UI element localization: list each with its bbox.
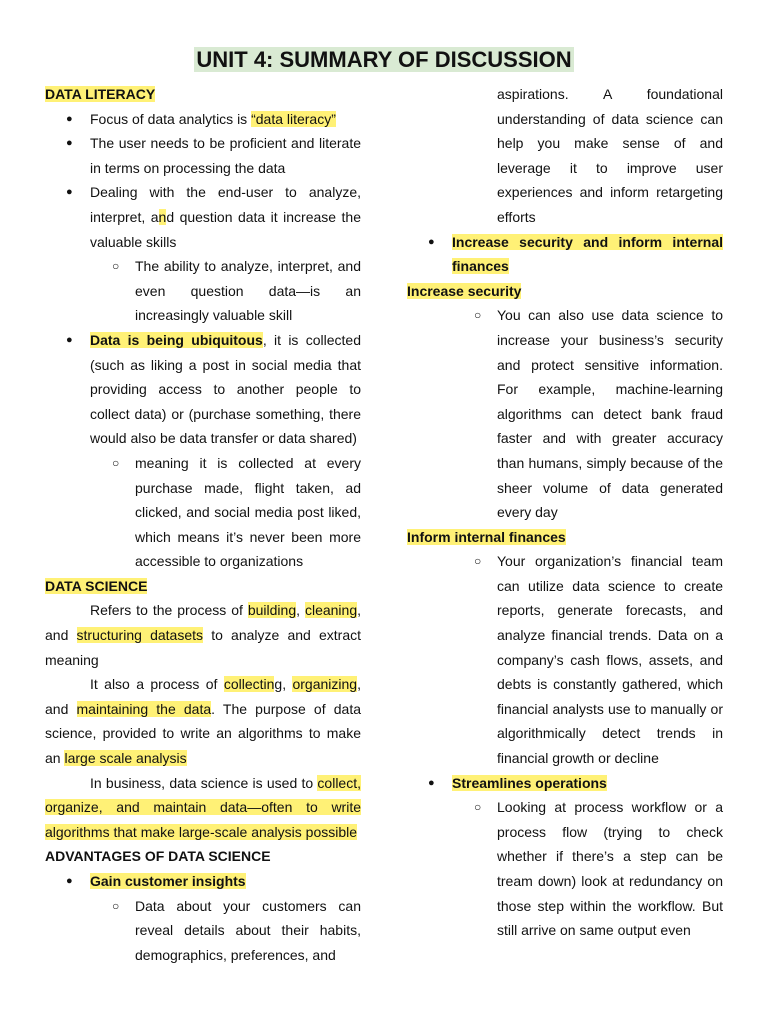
sub-list-item: ○ The ability to analyze, interpret, and even question data—is an increasingly valuable skill — [45, 254, 361, 328]
list-item: ● Data is being ubiquitous, it is collected (such as liking a post in social media that providing access to another people to collect data) or (purchase something, there would also be data transfer or data shared) — [45, 328, 361, 451]
continued-text: aspirations. A foundational understanding of data science can help you make sense of and leverage it to improve user experiences and inform retargeting efforts — [497, 86, 723, 225]
list-item: ● Streamlines operations — [407, 771, 723, 796]
paragraph: In business, data science is used to collect, organize, and maintain data—often to write algorithms that make large-scale analysis possible — [45, 774, 361, 840]
sub-list-item: ○ Looking at process workflow or a process flow (trying to check whether if there’s a step can be tream down) look at redundancy on those step within the workflow. But still arrive on same output even — [407, 795, 723, 943]
left-column — [45, 82, 361, 967]
list-item: ● Increase security and inform internal finances — [407, 230, 723, 279]
paragraph: It also a process of collecting, organizing, and maintaining the data. The purpose of data science, provided to write an algorithms to make an large scale analysis — [45, 676, 361, 767]
list-item: ● The user needs to be proficient and literate in terms on processing the data — [45, 131, 361, 180]
paragraph: Refers to the process of building, cleaning, and structuring datasets to analyze and extract meaning — [45, 602, 362, 668]
page-title-wrap — [0, 44, 768, 76]
list-item: ● Dealing with the end-user to analyze, interpret, and question data it increase the valuable skills — [45, 180, 361, 254]
increase-security-heading: Increase security — [407, 282, 522, 299]
advantages-heading: ADVANTAGES OF DATA SCIENCE — [45, 848, 271, 865]
list-item: ● Focus of data analytics is “data literacy” — [45, 107, 361, 132]
data-literacy-heading: DATA LITERACY — [45, 86, 156, 102]
internal-finances-heading: Inform internal finances — [407, 528, 566, 545]
page-title: UNIT 4: SUMMARY OF DISCUSSION — [196, 47, 572, 72]
sub-list-item: ○ Data about your customers can reveal details about their habits, demographics, preferences, and — [45, 894, 361, 968]
sub-list-item: ○ You can also use data science to increase your business’s security and protect sensitive information. For example, machine-learning algorithms can detect bank fraud faster and with greater accuracy than humans, simply because of the sheer volume of data generated every day — [407, 303, 723, 524]
data-science-heading: DATA SCIENCE — [45, 577, 148, 594]
sub-list-item: ○ meaning it is collected at every purchase made, flight taken, ad clicked, and social media post liked, which means it’s never been more accessible to organizations — [45, 451, 361, 574]
list-item: ● Gain customer insights — [45, 869, 361, 894]
sub-list-item: ○ Your organization’s financial team can utilize data science to create reports, generate forecasts, and analyze financial trends. Data on a company’s cash flows, assets, and debts is constantly gathered, which financial analysts use to manually or algorithmically detect trends in financial growth or decline — [407, 549, 723, 770]
right-column — [407, 82, 723, 943]
